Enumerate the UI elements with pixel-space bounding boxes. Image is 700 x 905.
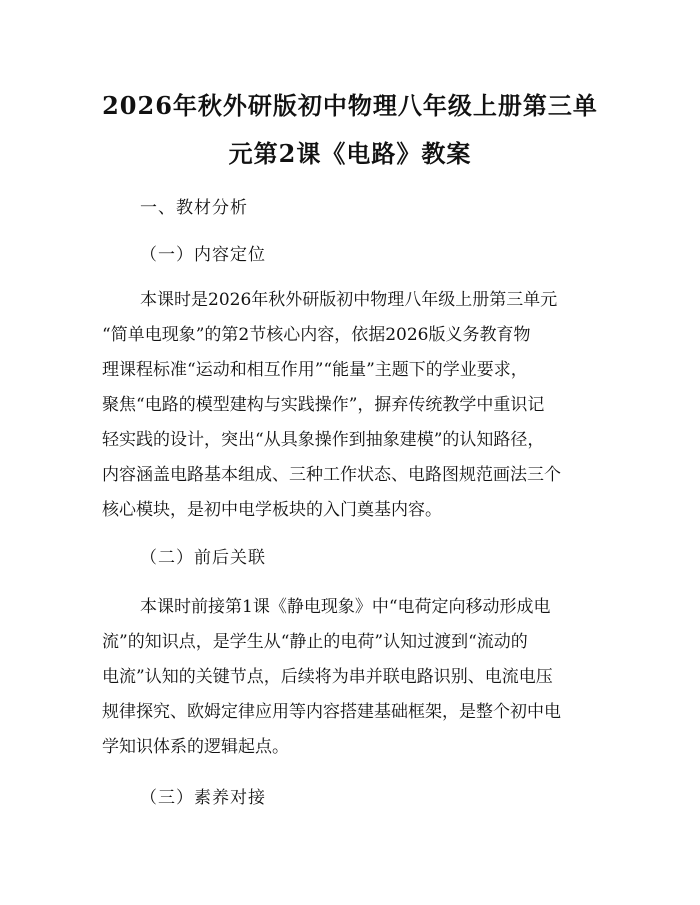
document-title-line-1: 2026年秋外研版初中物理八年级上册第三单 bbox=[102, 91, 598, 120]
subsection-heading-competency: （三）素养对接 bbox=[140, 788, 266, 808]
paragraph-line: 聚焦“电路的模型建构与实践操作”，摒弃传统教学中重识记 bbox=[102, 395, 545, 415]
paragraph-line: 轻实践的设计，突出“从具象操作到抽象建模”的认知路径， bbox=[102, 430, 545, 450]
paragraph-line: “简单电现象”的第2节核心内容，依据2026版义务教育物 bbox=[102, 325, 531, 345]
paragraph-line: 本课时是2026年秋外研版初中物理八年级上册第三单元 bbox=[140, 290, 558, 310]
paragraph-line: 学知识体系的逻辑起点。 bbox=[102, 737, 289, 757]
paragraph-connections bbox=[102, 590, 602, 765]
paragraph-line: 流”的知识点，是学生从“静止的电荷”认知过渡到“流动的 bbox=[102, 632, 528, 652]
paragraph-line: 内容涵盖电路基本组成、三种工作状态、电路图规范画法三个 bbox=[102, 465, 561, 485]
paragraph-line: 核心模块，是初中电学板块的入门奠基内容。 bbox=[102, 500, 442, 520]
section-heading-textbook-analysis: 一、教材分析 bbox=[140, 198, 248, 218]
document-title-line-2: 元第2课《电路》教案 bbox=[228, 139, 472, 168]
paragraph-line: 本课时前接第1课《静电现象》中“电荷定向移动形成电 bbox=[140, 597, 551, 617]
paragraph-content-positioning bbox=[102, 283, 602, 528]
paragraph-line: 理课程标准“运动和相互作用”“能量”主题下的学业要求， bbox=[102, 360, 528, 380]
paragraph-line: 电流”认知的关键节点，后续将为串并联电路识别、电流电压 bbox=[102, 667, 553, 687]
subsection-heading-content-positioning: （一）内容定位 bbox=[140, 245, 266, 265]
paragraph-line: 规律探究、欧姆定律应用等内容搭建基础框架，是整个初中电 bbox=[102, 702, 561, 722]
subsection-heading-connections: （二）前后关联 bbox=[140, 548, 266, 568]
